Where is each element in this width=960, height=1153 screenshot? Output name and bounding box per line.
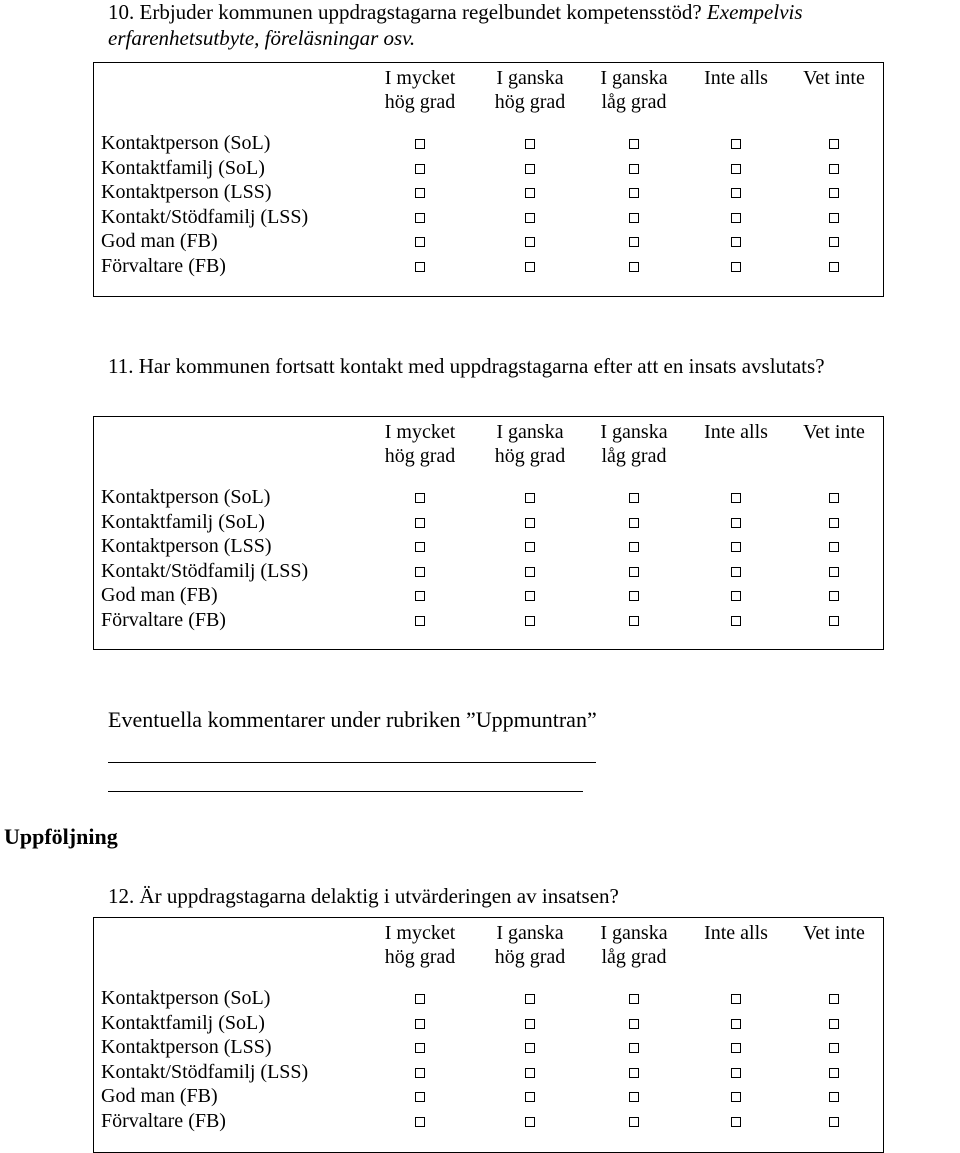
column-header (579, 921, 689, 969)
column-header-line: I ganska (496, 421, 564, 443)
comments-label: Eventuella kommentarer under rubriken ”Uppmuntran” (108, 707, 597, 732)
column-header-line: I ganska (600, 922, 668, 944)
checkbox-q11-r6-c2[interactable] (525, 616, 535, 626)
checkbox-q11-r3-c5[interactable] (829, 542, 839, 552)
checkbox-q10-r6-c4[interactable] (731, 262, 741, 272)
checkbox-q10-r1-c4[interactable] (731, 139, 741, 149)
checkbox-q11-r1-c4[interactable] (731, 493, 741, 503)
row-label: God man (FB) (101, 1085, 218, 1107)
checkbox-q10-r6-c3[interactable] (629, 262, 639, 272)
checkbox-q12-r6-c5[interactable] (829, 1117, 839, 1127)
survey-table-q10 (93, 62, 884, 297)
checkbox-q11-r2-c5[interactable] (829, 518, 839, 528)
checkbox-q11-r1-c1[interactable] (415, 493, 425, 503)
checkbox-q12-r4-c4[interactable] (731, 1068, 741, 1078)
column-header-line: hög grad (384, 946, 456, 968)
question-10-text: 10. Erbjuder kommunen uppdragstagarna regelbundet kompetensstöd? (108, 0, 702, 24)
checkbox-q12-r4-c2[interactable] (525, 1068, 535, 1078)
checkbox-q12-r3-c2[interactable] (525, 1043, 535, 1053)
checkbox-q10-r5-c1[interactable] (415, 237, 425, 247)
row-label: God man (FB) (101, 230, 218, 252)
checkbox-q10-r1-c2[interactable] (525, 139, 535, 149)
row-label: Kontaktperson (LSS) (101, 181, 272, 203)
checkbox-q11-r4-c2[interactable] (525, 567, 535, 577)
checkbox-q10-r4-c5[interactable] (829, 213, 839, 223)
survey-table-q11 (93, 416, 884, 650)
column-header (779, 66, 889, 90)
column-header-line: låg grad (601, 445, 667, 467)
column-header (365, 420, 475, 468)
checkbox-q12-r5-c5[interactable] (829, 1092, 839, 1102)
checkbox-q12-r1-c4[interactable] (731, 994, 741, 1004)
row-label: Kontaktfamilj (SoL) (101, 1011, 265, 1034)
column-header (579, 420, 689, 468)
question-10-hint: Exempelvis erfarenhetsutbyte, föreläsningar osv. (108, 0, 803, 50)
row-label: Kontaktperson (SoL) (101, 486, 271, 508)
column-header (681, 420, 791, 444)
row-label: Kontakt/Stödfamilj (LSS) (101, 559, 309, 582)
column-header-line: Inte alls (704, 421, 768, 443)
row-label: Kontaktfamilj (SoL) (101, 156, 265, 179)
row-label: Kontakt/Stödfamilj (LSS) (101, 1060, 309, 1083)
checkbox-q12-r4-c1[interactable] (415, 1068, 425, 1078)
checkbox-q11-r6-c1[interactable] (415, 616, 425, 626)
checkbox-q12-r5-c2[interactable] (525, 1092, 535, 1102)
checkbox-q11-r6-c4[interactable] (731, 616, 741, 626)
checkbox-q10-r3-c3[interactable] (629, 188, 639, 198)
checkbox-q12-r3-c4[interactable] (731, 1043, 741, 1053)
column-header-line: låg grad (601, 946, 667, 968)
checkbox-q11-r2-c1[interactable] (415, 518, 425, 528)
checkbox-q12-r6-c3[interactable] (629, 1117, 639, 1127)
column-header-line: I mycket (384, 922, 456, 944)
column-header-line: Inte alls (704, 67, 768, 89)
checkbox-q10-r4-c2[interactable] (525, 213, 535, 223)
checkbox-q11-r2-c2[interactable] (525, 518, 535, 528)
checkbox-q10-r3-c4[interactable] (731, 188, 741, 198)
column-header-line: hög grad (494, 445, 566, 467)
checkbox-q11-r2-c4[interactable] (731, 518, 741, 528)
column-header (779, 921, 889, 945)
checkbox-q12-r2-c2[interactable] (525, 1019, 535, 1029)
row-label: Förvaltare (FB) (101, 608, 226, 631)
question-12-text: 12. Är uppdragstagarna delaktig i utvärderingen av insatsen? (108, 884, 619, 908)
checkbox-q12-r6-c2[interactable] (525, 1117, 535, 1127)
checkbox-q12-r5-c1[interactable] (415, 1092, 425, 1102)
question-12 (108, 883, 908, 909)
checkbox-q10-r2-c2[interactable] (525, 164, 535, 174)
column-header-line: Vet inte (803, 922, 865, 944)
row-label: Kontaktperson (LSS) (101, 535, 272, 557)
column-header-line: Inte alls (704, 922, 768, 944)
checkbox-q11-r6-c5[interactable] (829, 616, 839, 626)
checkbox-q10-r5-c3[interactable] (629, 237, 639, 247)
checkbox-q10-r1-c1[interactable] (415, 139, 425, 149)
column-header-line: I ganska (496, 922, 564, 944)
column-header-line: låg grad (601, 91, 667, 113)
checkbox-q12-r4-c3[interactable] (629, 1068, 639, 1078)
checkbox-q11-r3-c2[interactable] (525, 542, 535, 552)
checkbox-q12-r1-c5[interactable] (829, 994, 839, 1004)
checkbox-q11-r4-c1[interactable] (415, 567, 425, 577)
checkbox-q10-r4-c1[interactable] (415, 213, 425, 223)
checkbox-q12-r2-c4[interactable] (731, 1019, 741, 1029)
column-header-line: I ganska (600, 421, 668, 443)
column-header-line: I ganska (600, 67, 668, 89)
checkbox-q11-r1-c3[interactable] (629, 493, 639, 503)
column-header-line: hög grad (384, 445, 456, 467)
row-label: Förvaltare (FB) (101, 1109, 226, 1132)
checkbox-q11-r2-c3[interactable] (629, 518, 639, 528)
checkbox-q11-r5-c4[interactable] (731, 591, 741, 601)
column-header-line: hög grad (494, 91, 566, 113)
checkbox-q12-r2-c5[interactable] (829, 1019, 839, 1029)
checkbox-q10-r4-c3[interactable] (629, 213, 639, 223)
row-label: Kontaktperson (LSS) (101, 1036, 272, 1058)
row-label: Kontaktfamilj (SoL) (101, 510, 265, 533)
checkbox-q10-r3-c5[interactable] (829, 188, 839, 198)
column-header (475, 66, 585, 114)
section-heading: Uppföljning (4, 824, 118, 849)
column-header (681, 921, 791, 945)
checkbox-q11-r3-c4[interactable] (731, 542, 741, 552)
checkbox-q12-r3-c3[interactable] (629, 1043, 639, 1053)
checkbox-q12-r1-c3[interactable] (629, 994, 639, 1004)
checkbox-q12-r2-c3[interactable] (629, 1019, 639, 1029)
checkbox-q12-r3-c5[interactable] (829, 1043, 839, 1053)
column-header (681, 66, 791, 90)
checkbox-q11-r1-c2[interactable] (525, 493, 535, 503)
column-header (365, 921, 475, 969)
row-label: God man (FB) (101, 584, 218, 606)
row-label: Förvaltare (FB) (101, 254, 226, 277)
checkbox-q12-r2-c1[interactable] (415, 1019, 425, 1029)
column-header (365, 66, 475, 114)
column-header (579, 66, 689, 114)
checkbox-q10-r5-c5[interactable] (829, 237, 839, 247)
checkbox-q10-r6-c5[interactable] (829, 262, 839, 272)
row-label: Kontaktperson (SoL) (101, 987, 271, 1009)
checkbox-q10-r5-c2[interactable] (525, 237, 535, 247)
checkbox-q11-r4-c5[interactable] (829, 567, 839, 577)
question-11 (108, 353, 908, 379)
checkbox-q10-r1-c3[interactable] (629, 139, 639, 149)
checkbox-q11-r5-c3[interactable] (629, 591, 639, 601)
column-header-line: Vet inte (803, 421, 865, 443)
survey-table-q12 (93, 917, 884, 1153)
checkbox-q12-r6-c1[interactable] (415, 1117, 425, 1127)
checkbox-q10-r2-c5[interactable] (829, 164, 839, 174)
checkbox-q11-r4-c3[interactable] (629, 567, 639, 577)
row-label: Kontakt/Stödfamilj (LSS) (101, 205, 309, 228)
checkbox-q12-r1-c1[interactable] (415, 994, 425, 1004)
checkbox-q12-r1-c2[interactable] (525, 994, 535, 1004)
checkbox-q11-r5-c2[interactable] (525, 591, 535, 601)
column-header-line: hög grad (384, 91, 456, 113)
checkbox-q10-r3-c1[interactable] (415, 188, 425, 198)
checkbox-q11-r5-c1[interactable] (415, 591, 425, 601)
checkbox-q12-r6-c4[interactable] (731, 1117, 741, 1127)
comment-line-1[interactable] (108, 762, 596, 763)
checkbox-q11-r3-c1[interactable] (415, 542, 425, 552)
column-header-line: Vet inte (803, 67, 865, 89)
checkbox-q10-r4-c4[interactable] (731, 213, 741, 223)
column-header (779, 420, 889, 444)
checkbox-q10-r2-c1[interactable] (415, 164, 425, 174)
column-header (475, 420, 585, 468)
row-label: Kontaktperson (SoL) (101, 132, 271, 154)
checkbox-q12-r3-c1[interactable] (415, 1043, 425, 1053)
checkbox-q11-r6-c3[interactable] (629, 616, 639, 626)
checkbox-q11-r4-c4[interactable] (731, 567, 741, 577)
checkbox-q12-r5-c4[interactable] (731, 1092, 741, 1102)
comment-line-2[interactable] (108, 791, 583, 792)
question-11-text: 11. Har kommunen fortsatt kontakt med uppdragstagarna efter att en insats avslutats? (108, 354, 825, 378)
checkbox-q12-r4-c5[interactable] (829, 1068, 839, 1078)
checkbox-q11-r5-c5[interactable] (829, 591, 839, 601)
checkbox-q10-r6-c1[interactable] (415, 262, 425, 272)
checkbox-q10-r5-c4[interactable] (731, 237, 741, 247)
checkbox-q10-r3-c2[interactable] (525, 188, 535, 198)
checkbox-q10-r2-c4[interactable] (731, 164, 741, 174)
column-header-line: I mycket (384, 421, 456, 443)
checkbox-q12-r5-c3[interactable] (629, 1092, 639, 1102)
checkbox-q11-r1-c5[interactable] (829, 493, 839, 503)
column-header-line: I mycket (384, 67, 456, 89)
checkbox-q11-r3-c3[interactable] (629, 542, 639, 552)
checkbox-q10-r2-c3[interactable] (629, 164, 639, 174)
column-header-line: hög grad (494, 946, 566, 968)
checkbox-q10-r1-c5[interactable] (829, 139, 839, 149)
column-header-line: I ganska (496, 67, 564, 89)
question-10 (108, 0, 953, 51)
checkbox-q10-r6-c2[interactable] (525, 262, 535, 272)
column-header (475, 921, 585, 969)
